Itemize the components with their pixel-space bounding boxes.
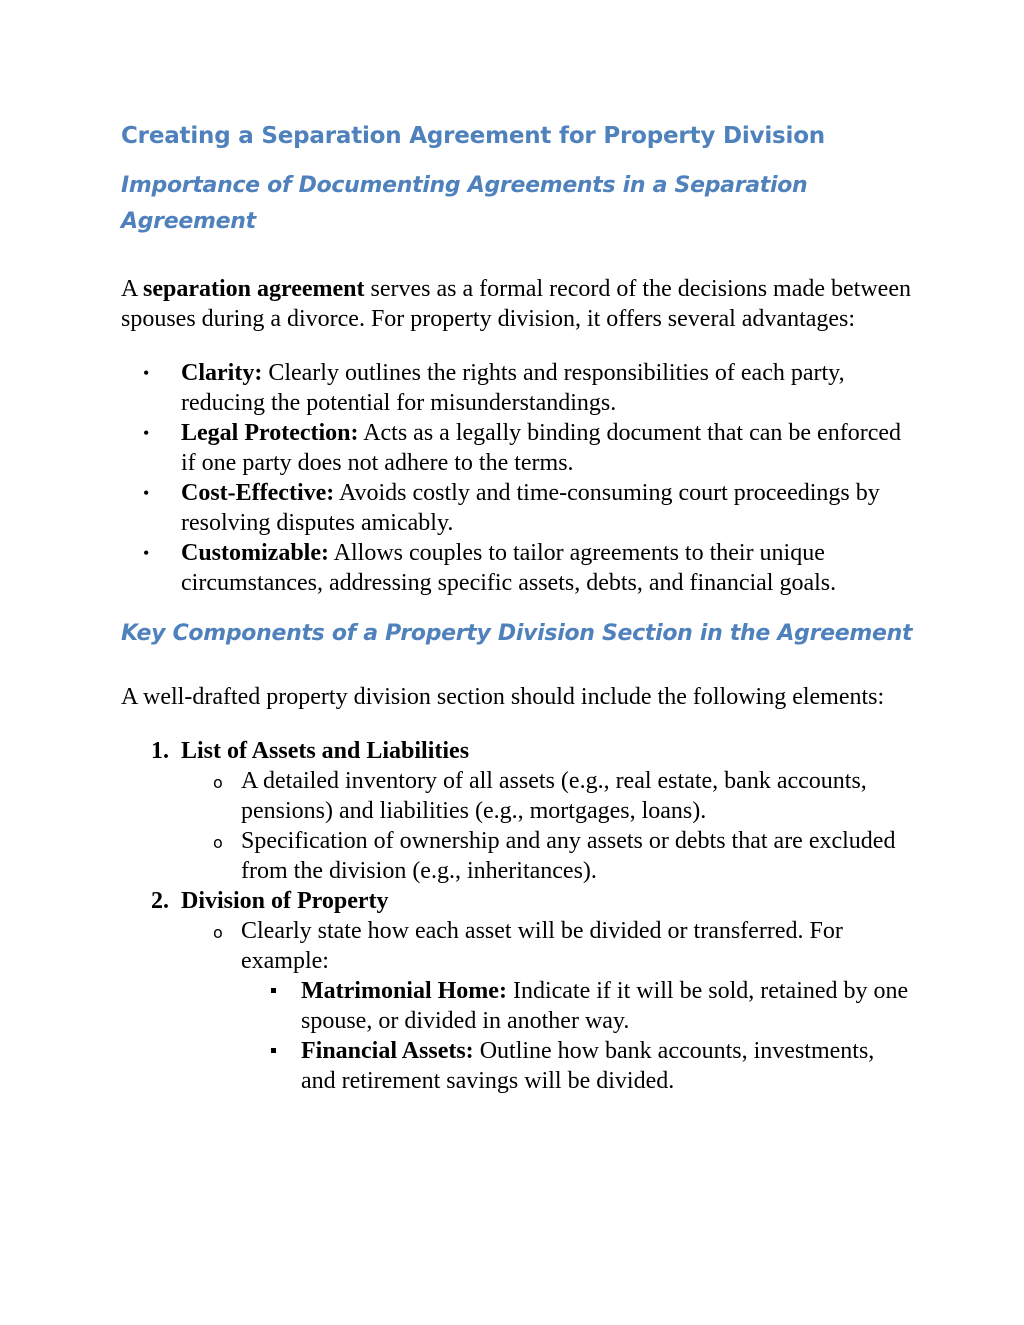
intro-lead: A <box>121 276 144 302</box>
sub-list <box>181 766 914 886</box>
list-item <box>121 418 914 478</box>
list-item-text: Clearly outlines the rights and responsibilities of each party, reducing the potential for misunderstandings. <box>181 360 845 416</box>
list-item-text: Acts as a legally binding document that can be enforced if one party does not adhere to the terms. <box>181 420 901 476</box>
list-item-text: Avoids costly and time-consuming court proceedings by resolving disputes amicably. <box>181 480 880 536</box>
list-item-term: Cost-Effective: <box>181 480 335 506</box>
square-bullet-icon <box>271 988 276 993</box>
numbered-item <box>121 886 914 1096</box>
bullet-icon: • <box>143 483 150 503</box>
list-item <box>121 538 914 598</box>
list-item <box>121 358 914 418</box>
sub-list <box>181 916 914 1096</box>
detail-item <box>241 1036 914 1096</box>
list-item-term: Clarity: <box>181 360 263 386</box>
detail-item-text: Outline how bank accounts, investments, and retirement savings will be divided. <box>301 1038 875 1094</box>
sub-list-item-text: Clearly state how each asset will be divided or transferred. For example: <box>241 918 843 974</box>
item-number: 1. <box>151 738 169 764</box>
list-item <box>121 478 914 538</box>
detail-item-text: Indicate if it will be sold, retained by one spouse, or divided in another way. <box>301 978 909 1034</box>
list-item-term: Legal Protection: <box>181 420 359 446</box>
sub-list-item <box>181 916 914 1096</box>
numbered-item <box>121 736 914 886</box>
detail-item-term: Matrimonial Home: <box>301 978 507 1004</box>
detail-item <box>241 976 914 1036</box>
advantages-list <box>121 358 914 598</box>
document-title: Creating a Separation Agreement for Property Division <box>121 123 825 149</box>
numbered-item-title: List of Assets and Liabilities <box>181 738 470 764</box>
item-number: 2. <box>151 888 169 914</box>
sub-list-item-text: A detailed inventory of all assets (e.g., real estate, bank accounts, pensions) and liabilities (e.g., mortgages, loans). <box>241 768 867 824</box>
circle-bullet-icon: o <box>213 773 223 792</box>
sub-list-item <box>181 766 914 826</box>
bullet-icon: • <box>143 363 150 383</box>
list-item-term: Customizable: <box>181 540 329 566</box>
section-heading-key-components: Key Components of a Property Division Section in the Agreement <box>121 621 913 646</box>
bullet-icon: • <box>143 543 150 563</box>
section-intro-paragraph <box>121 274 914 334</box>
square-bullet-icon <box>271 1048 276 1053</box>
list-item-text: Allows couples to tailor agreements to their unique circumstances, addressing specific assets, debts, and financial goals. <box>181 540 837 596</box>
sub-list-item-text: Specification of ownership and any assets or debts that are excluded from the division (e.g., inheritances). <box>241 828 896 884</box>
detail-list <box>241 976 914 1096</box>
intro-bold-term: separation agreement <box>143 276 365 302</box>
circle-bullet-icon: o <box>213 833 223 852</box>
section-heading-importance: Importance of Documenting Agreements in a Separation Agreement <box>121 173 808 234</box>
section-intro-paragraph: A well-drafted property division section should include the following elements: <box>121 684 885 710</box>
detail-item-term: Financial Assets: <box>301 1038 474 1064</box>
numbered-item-title: Division of Property <box>181 888 389 914</box>
circle-bullet-icon: o <box>213 923 223 942</box>
bullet-icon: • <box>143 423 150 443</box>
sub-list-item <box>181 826 914 886</box>
intro-rest: serves as a formal record of the decisions made between spouses during a divorce. For property division, it offers several advantages: <box>121 276 911 332</box>
components-list <box>121 736 914 1096</box>
